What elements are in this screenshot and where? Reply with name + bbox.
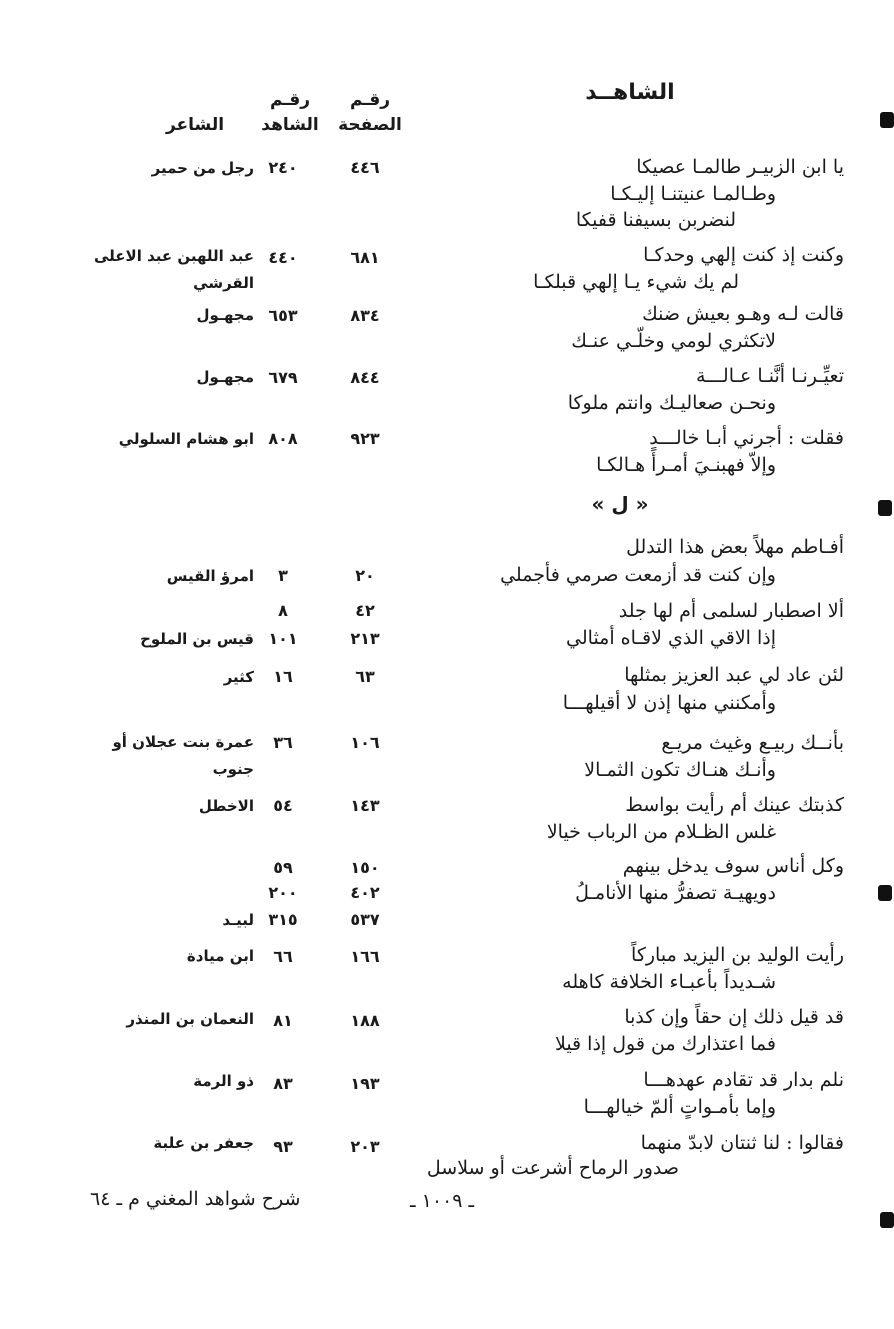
page-number: ٢٠٣	[350, 1137, 380, 1156]
verse-line: غلس الظـلام من الرباب خيالا	[546, 821, 776, 843]
poet-name: عبد اللهبن عبد الاعلى	[93, 247, 254, 265]
scan-artifact	[878, 885, 892, 901]
verse-line: شـديداً بأعبـاء الخلافة كاهله	[562, 971, 776, 993]
page-number: ٩٢٣	[350, 429, 380, 448]
verse-line: وكل أناس سوف يدخل بينهم	[622, 855, 844, 877]
witness-number: ٢٤٠	[268, 158, 298, 177]
page-number: ٥٣٧	[350, 910, 380, 929]
poet-name: امرؤ القيس	[166, 567, 254, 585]
verse-line: وأنـك هنـاك تكون الثمـالا	[584, 759, 776, 781]
poet-name: ذو الرمة	[193, 1072, 254, 1090]
verse-line: وطـالمـا عنيتنـا إليـكـا	[610, 183, 776, 205]
page-number: ١٩٣	[350, 1074, 380, 1093]
witness-number: ١٦	[273, 667, 293, 686]
header-page-number-line2: الصفحة	[338, 115, 402, 135]
witness-number: ٥٩	[273, 858, 293, 877]
footer-page-number: ـ ١٠٠٩ ـ	[410, 1190, 475, 1212]
page-number: ٢١٣	[350, 629, 380, 648]
page-number: ٢٠	[355, 566, 375, 585]
footer-book-title: شرح شواهد المغني م ـ ٦٤	[90, 1188, 301, 1210]
poet-name: جنوب	[212, 760, 254, 778]
page-number: ٦٨١	[350, 248, 380, 267]
verse-line: أفـاطم مهلاً بعض هذا التدلل	[626, 536, 844, 558]
page-number: ٨٣٤	[350, 306, 380, 325]
verse-line: وإن كنت قد أزمعت صرمي فأجملي	[500, 564, 776, 586]
page-number: ١٥٠	[350, 858, 380, 877]
page-number: ١٤٣	[350, 796, 380, 815]
poet-name: ابو هشام السلولي	[118, 430, 254, 448]
scan-artifact	[880, 1212, 894, 1228]
poet-name: القرشي	[193, 274, 254, 292]
verse-line: كذبتك عينك أم رأيت بواسط	[625, 794, 844, 816]
verse-line: فقالوا : لنا ثنتان لابدّ منهما	[640, 1132, 844, 1154]
verse-line: فقلت : أجرني أبـا خالـــد	[649, 427, 844, 449]
poet-name: لبيـد	[222, 911, 254, 929]
verse-line: صدور الرماح أشرعت أو سلاسل	[426, 1157, 679, 1179]
page-number: ٤٠٢	[350, 883, 380, 902]
witness-number: ٢٠٠	[268, 883, 298, 902]
poet-name: الاخطل	[198, 797, 254, 815]
header-witness-number-line2: الشاهد	[261, 115, 319, 135]
verse-line: لم يك شيء يـا إلهي قبلكـا	[533, 271, 739, 293]
witness-number: ٨٣	[273, 1074, 293, 1093]
witness-number: ١٠١	[268, 629, 298, 648]
verse-line: وكنت إذ كنت إلهي وحدكـا	[643, 244, 844, 266]
verse-line: وإما بأمـواتٍ ألمّ خيالهـــا	[583, 1096, 776, 1118]
verse-line: لنضربن بسيفنا قفيكا	[575, 209, 736, 231]
verse-line: وأمكنني منها إذن لا أقيلهـــا	[562, 692, 776, 714]
page-number: ٦٣	[355, 667, 375, 686]
header-witness-number-line1: رقـم	[269, 90, 311, 110]
verse-line: نلم بدار قد تقادم عهدهـــا	[643, 1069, 844, 1091]
verse-line: ألا اصطبار لسلمى أم لها جلد	[618, 600, 844, 622]
poet-name: عمرة بنت عجلان أو	[112, 733, 254, 751]
page-number: ١٨٨	[350, 1011, 380, 1030]
witness-number: ٨	[278, 601, 288, 620]
witness-number: ٦٥٣	[268, 306, 298, 325]
witness-number: ٤٤٠	[268, 248, 298, 267]
verse-line: رأيت الوليد بن اليزيد مباركاً	[631, 944, 844, 966]
verse-line: يا ابن الزبيـر طالمـا عصيكا	[636, 156, 844, 178]
page-number: ٨٤٤	[350, 368, 380, 387]
page-number: ٤٤٦	[350, 158, 380, 177]
poet-name: جعفر بن علبة	[153, 1134, 254, 1152]
page-number: ١٠٦	[350, 733, 380, 752]
header-page-number-line1: رقـم	[349, 90, 391, 110]
poet-name: رجل من حمير	[151, 159, 254, 177]
verse-line: إذا الاقي الذي لاقـاه أمثالي	[566, 627, 776, 649]
poet-name: مجهـول	[196, 306, 254, 324]
witness-number: ٦٧٩	[268, 368, 298, 387]
verse-line: وإلاّ فهبنـيَ أمـرأً هـالكـا	[596, 454, 776, 476]
verse-line: بأنــك ربيـع وغيث مريـع	[661, 732, 844, 754]
witness-number: ٨٠٨	[268, 429, 298, 448]
header-witness: الشاهــد	[585, 80, 675, 105]
header-poet: الشاعر	[165, 115, 225, 135]
verse-line: فما اعتذارك من قول إذا قيلا	[554, 1033, 776, 1055]
witness-number: ٣٦	[273, 733, 293, 752]
poet-name: كثير	[223, 668, 254, 686]
poet-name: قيس بن الملوح	[140, 630, 254, 648]
verse-line: لئن عاد لي عبد العزيز بمثلها	[624, 664, 844, 686]
verse-line: قالت لـه وهـو بعيش ضنك	[642, 303, 844, 325]
verse-line: دويهيـة تصفرُّ منها الأنامـلُ	[575, 882, 776, 904]
poet-name: النعمان بن المنذر	[126, 1010, 254, 1028]
scan-artifact	[878, 500, 892, 516]
verse-line: ونحـن صعاليـك وانتم ملوكا	[567, 392, 776, 414]
witness-number: ٣١٥	[268, 910, 298, 929]
poet-name: مجهـول	[196, 368, 254, 386]
page-number: ١٦٦	[350, 947, 380, 966]
witness-number: ٣	[278, 566, 288, 585]
page-number: ٤٢	[355, 601, 375, 620]
verse-line: تعيِّـرنـا أنَّنـا عـالـــة	[696, 365, 844, 387]
verse-line: لاتكثري لومي وخلّـي عنـك	[571, 330, 776, 352]
poet-name: ابن ميادة	[186, 947, 254, 965]
verse-line: قد قيل ذلك إن حقاً وإن كذبا	[624, 1006, 844, 1028]
section-heading: « ل »	[591, 492, 649, 516]
witness-number: ٩٣	[273, 1137, 293, 1156]
witness-number: ٨١	[273, 1011, 293, 1030]
scan-artifact	[880, 112, 894, 128]
witness-number: ٦٦	[273, 947, 293, 966]
witness-number: ٥٤	[273, 796, 293, 815]
